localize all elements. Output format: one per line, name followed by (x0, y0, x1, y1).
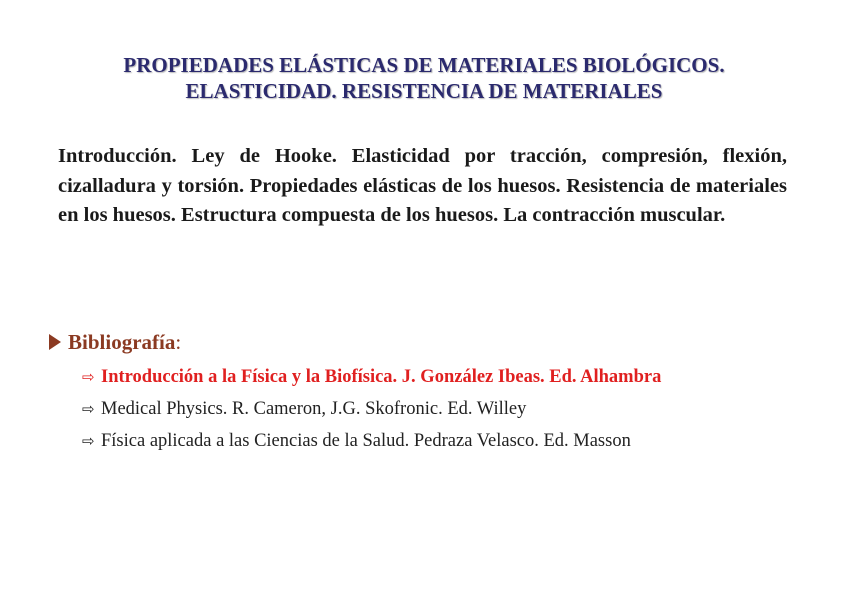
bibliography-heading (47, 328, 827, 356)
reference-text: Introducción a la Física y la Biofísica. J. González Ibeas. Ed. Alhambra (101, 367, 662, 387)
reference-list (47, 361, 827, 457)
bibliography-section (47, 328, 827, 457)
reference-item (82, 361, 827, 393)
reference-text: Medical Physics. R. Cameron, J.G. Skofronic. Ed. Willey (101, 399, 527, 419)
bibliography-colon: : (175, 330, 182, 354)
bibliography-label: Bibliografía (68, 330, 176, 354)
reference-item (82, 425, 827, 457)
slide-title (0, 52, 848, 104)
title-line-2: ELASTICIDAD. RESISTENCIA DE MATERIALES (185, 79, 663, 103)
course-topics-paragraph: Introducción. Ley de Hooke. Elasticidad por tracción, compresión, flexión, cizalladura y torsión. Propiedades elásticas de los huesos. Resistencia de materiales en los huesos. Estructura compuesta de los huesos. La contracción muscular. (58, 145, 787, 226)
right-arrow-icon: ⇨ (82, 431, 95, 450)
reference-item (82, 393, 827, 425)
right-arrow-icon: ⇨ (82, 399, 95, 418)
right-arrow-icon: ⇨ (82, 367, 95, 386)
arrowhead-bullet-icon (49, 334, 61, 350)
title-line-1: PROPIEDADES ELÁSTICAS DE MATERIALES BIOLÓGICOS. (123, 53, 725, 77)
reference-text: Física aplicada a las Ciencias de la Salud. Pedraza Velasco. Ed. Masson (101, 431, 631, 451)
